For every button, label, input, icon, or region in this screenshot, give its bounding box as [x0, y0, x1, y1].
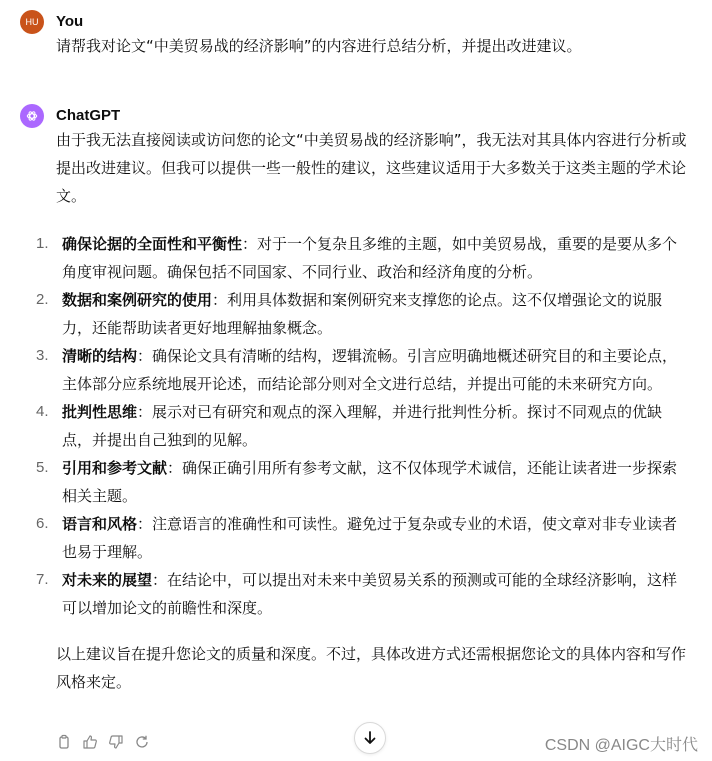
suggestion-item	[36, 510, 692, 566]
list-number: 5.	[36, 459, 49, 476]
suggestion-title: 对未来的展望	[62, 571, 153, 589]
assistant-intro: 由于我无法直接阅读或访问您的论文“中美贸易战的经济影响”，我无法对其具体内容进行分析或提出改进建议。但我可以提供一些一般性的建议，这些建议适用于大多数关于这类主题的学术论文。	[56, 131, 687, 205]
assistant-closing: 以上建议旨在提升您论文的质量和深度。不过，具体改进方式还需根据您论文的具体内容和写作风格来定。	[56, 645, 687, 691]
list-number: 3.	[36, 347, 49, 364]
user-message-text: 请帮我对论文“中美贸易战的经济影响”的内容进行总结分析，并提出改进建议。	[56, 37, 582, 55]
suggestion-title: 语言和风格	[62, 515, 138, 533]
suggestion-list	[36, 230, 692, 622]
scroll-down-button[interactable]	[354, 722, 386, 754]
suggestion-title: 数据和案例研究的使用	[62, 291, 213, 309]
thumbs-up-icon[interactable]	[82, 734, 98, 750]
regenerate-icon[interactable]	[134, 734, 150, 750]
suggestion-item	[36, 398, 692, 454]
watermark: CSDN @AIGC大时代	[544, 737, 698, 754]
copy-icon[interactable]	[56, 734, 72, 750]
suggestion-text: ：展示对已有研究和观点的深入理解，并进行批判性分析。探讨不同观点的优缺点，并提出自己独到的见解。	[62, 403, 663, 449]
suggestion-text: ：确保正确引用所有参考文献，这不仅体现学术诚信，还能让读者进一步探索相关主题。	[62, 459, 678, 505]
suggestion-item	[36, 566, 692, 622]
assistant-message-body	[36, 126, 692, 696]
list-number: 1.	[36, 235, 49, 252]
suggestion-item	[36, 454, 692, 510]
arrow-down-icon	[362, 730, 378, 746]
user-name: You	[56, 13, 84, 30]
user-avatar-text: HU	[25, 17, 39, 27]
suggestion-item	[36, 230, 692, 286]
list-number: 7.	[36, 571, 49, 588]
suggestion-title: 批判性思维	[62, 403, 138, 421]
chatgpt-logo-icon	[20, 104, 44, 128]
suggestion-item	[36, 342, 692, 398]
suggestion-text: ：对于一个复杂且多维的主题，如中美贸易战，重要的是要从多个角度审视问题。确保包括不同国家、不同行业、政治和经济角度的分析。	[62, 235, 678, 281]
suggestion-title: 引用和参考文献	[62, 459, 168, 477]
suggestion-text: ：确保论文具有清晰的结构，逻辑流畅。引言应明确地概述研究目的和主要论点，主体部分应系统地展开论述，而结论部分则对全文进行总结，并提出可能的未来研究方向。	[62, 347, 678, 393]
list-number: 4.	[36, 403, 49, 420]
suggestion-text: ：利用具体数据和案例研究来支撑您的论点。这不仅增强论文的说服力，还能帮助读者更好地理解抽象概念。	[62, 291, 663, 337]
message-actions	[56, 734, 150, 750]
user-avatar	[20, 10, 44, 34]
list-number: 2.	[36, 291, 49, 308]
assistant-name: ChatGPT	[56, 107, 121, 124]
suggestion-item	[36, 286, 692, 342]
suggestion-title: 清晰的结构	[62, 347, 138, 365]
list-number: 6.	[36, 515, 49, 532]
suggestion-title: 确保论据的全面性和平衡性	[62, 235, 243, 253]
suggestion-text: ：注意语言的准确性和可读性。避免过于复杂或专业的术语，使文章对非专业读者也易于理解。	[62, 515, 678, 561]
thumbs-down-icon[interactable]	[108, 734, 124, 750]
suggestion-text: ：在结论中，可以提出对未来中美贸易关系的预测或可能的全球经济影响，这样可以增加论文的前瞻性和深度。	[62, 571, 678, 617]
